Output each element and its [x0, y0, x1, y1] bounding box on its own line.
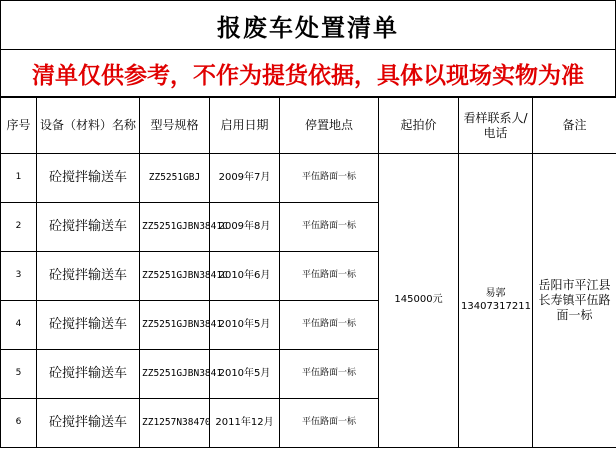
cell-no: 1 [1, 154, 37, 203]
header-location: 停置地点 [280, 98, 379, 154]
cell-date: 2010年5月 [210, 301, 280, 350]
header-price: 起拍价 [379, 98, 459, 154]
cell-date: 2010年5月 [210, 350, 280, 399]
page-title: 报废车处置清单 [0, 0, 616, 50]
cell-date: 2010年6月 [210, 252, 280, 301]
cell-no: 2 [1, 203, 37, 252]
cell-model: ZZ5251GJBN3841 [140, 301, 210, 350]
header-model: 型号规格 [140, 98, 210, 154]
cell-location: 平伍路面一标 [280, 350, 379, 399]
header-no: 序号 [1, 98, 37, 154]
cell-no: 4 [1, 301, 37, 350]
cell-name: 砼搅拌输送车 [37, 203, 140, 252]
cell-model: ZZ1257N38470 [140, 399, 210, 448]
table-header-row [1, 98, 616, 154]
cell-location: 平伍路面一标 [280, 399, 379, 448]
header-name: 设备（材料）名称 [37, 98, 140, 154]
cell-location: 平伍路面一标 [280, 203, 379, 252]
cell-date: 2011年12月 [210, 399, 280, 448]
cell-model: ZZ5251GJBN3841 [140, 350, 210, 399]
cell-model: ZZ5251GJBN3841C [140, 252, 210, 301]
cell-no: 5 [1, 350, 37, 399]
header-remark: 备注 [533, 98, 616, 154]
cell-no: 3 [1, 252, 37, 301]
cell-name: 砼搅拌输送车 [37, 399, 140, 448]
cell-name: 砼搅拌输送车 [37, 350, 140, 399]
cell-date: 2009年8月 [210, 203, 280, 252]
header-date: 启用日期 [210, 98, 280, 154]
cell-location: 平伍路面一标 [280, 301, 379, 350]
cell-model: ZZ5251GBJ [140, 154, 210, 203]
header-contact: 看样联系人/电话 [459, 98, 533, 154]
cell-remark: 岳阳市平江县长寿镇平伍路面一标 [533, 154, 616, 448]
contact-name: 易郭 [485, 288, 506, 299]
cell-contact [459, 154, 533, 448]
cell-no: 6 [1, 399, 37, 448]
cell-date: 2009年7月 [210, 154, 280, 203]
contact-phone: 13407317211 [461, 300, 531, 312]
vehicle-table [0, 97, 616, 448]
cell-name: 砼搅拌输送车 [37, 154, 140, 203]
cell-name: 砼搅拌输送车 [37, 252, 140, 301]
cell-price: 145000元 [379, 154, 459, 448]
cell-model: ZZ5251GJBN3841C [140, 203, 210, 252]
cell-location: 平伍路面一标 [280, 154, 379, 203]
table-row [1, 154, 616, 203]
warning-banner: 清单仅供参考，不作为提货依据，具体以现场实物为准 [0, 50, 616, 97]
cell-name: 砼搅拌输送车 [37, 301, 140, 350]
cell-location: 平伍路面一标 [280, 252, 379, 301]
